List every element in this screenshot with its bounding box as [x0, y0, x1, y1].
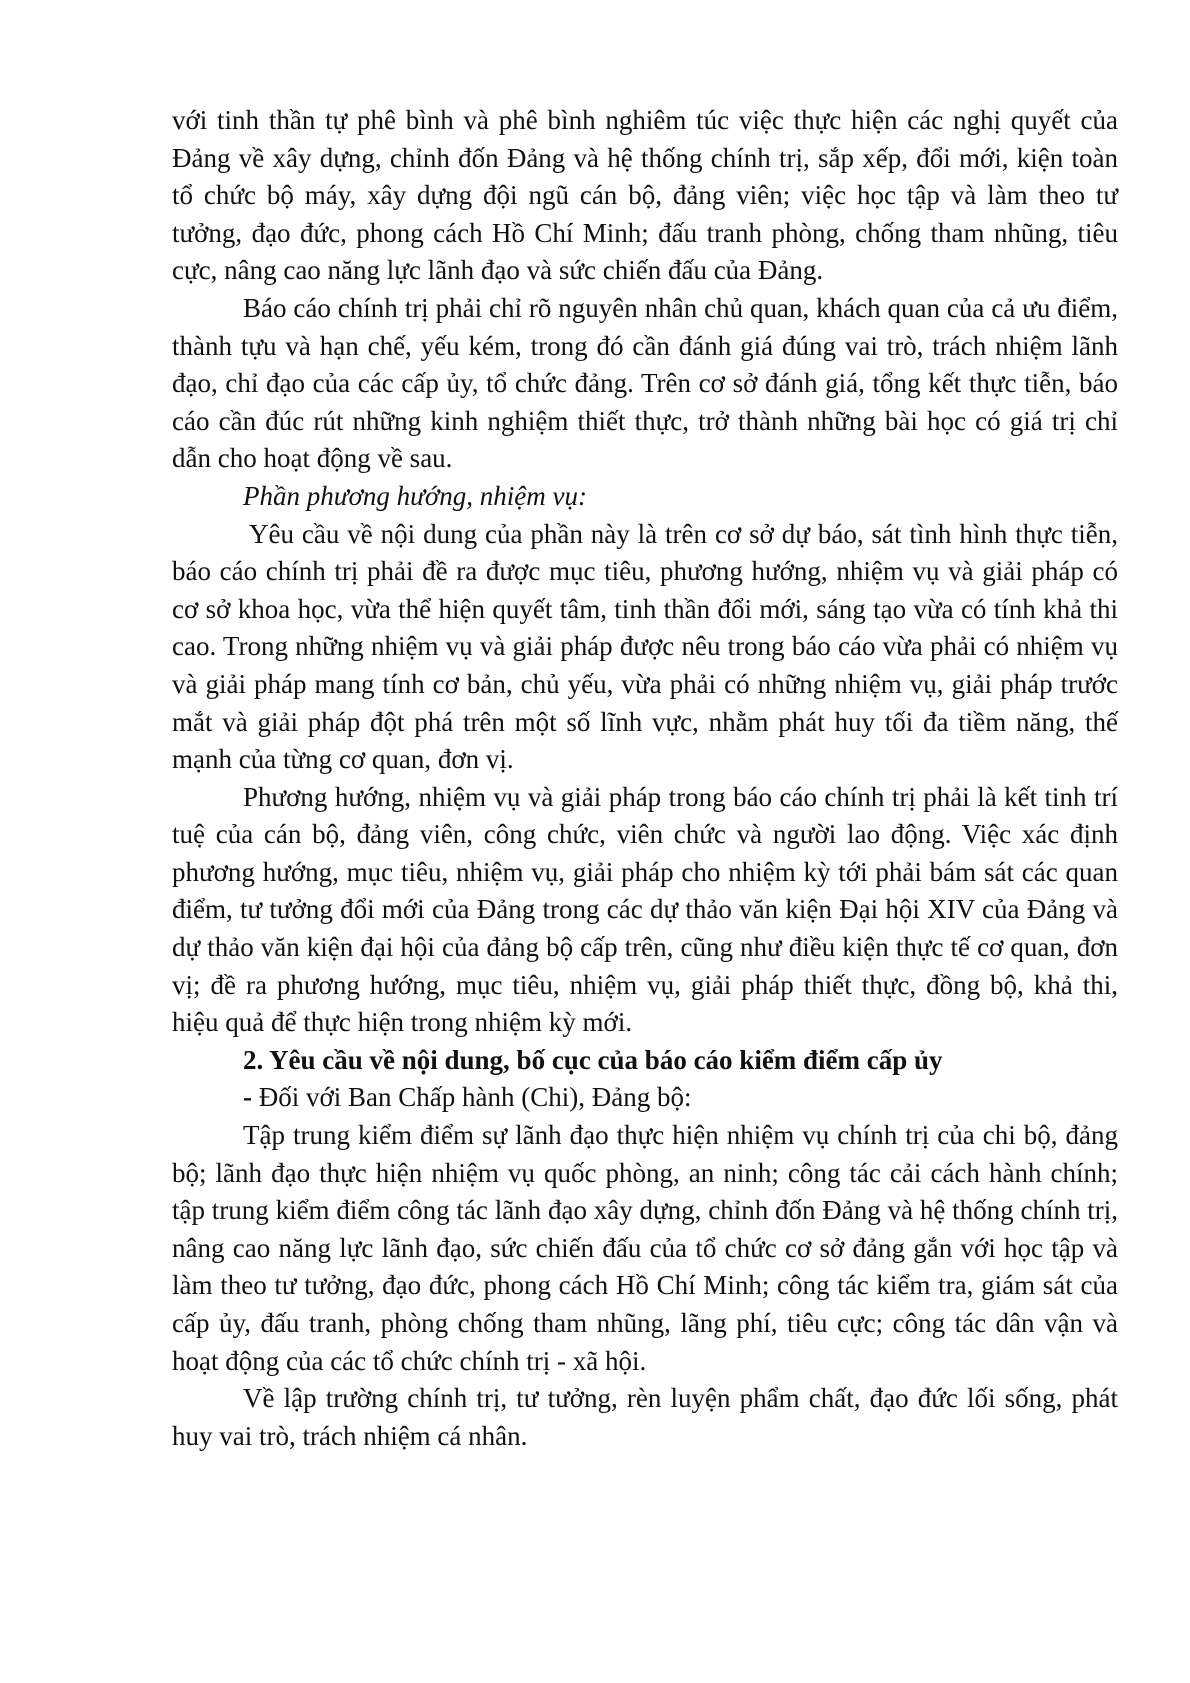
- section-heading-review-report: 2. Yêu cầu về nội dung, bố cục của báo cáo kiểm điểm cấp ủy: [243, 1044, 943, 1075]
- list-item-executive-committee: [172, 1079, 1118, 1117]
- paragraph-political-report-causes: Báo cáo chính trị phải chỉ rõ nguyên nhân chủ quan, khách quan của cả ưu điểm, thành tựu và hạn chế, yếu kém, trong đó cần đánh giá đúng vai trò, trách nhiệm lãnh đạo, chỉ đạo của các cấp ủy, tổ chức đảng. Trên cơ sở đánh giá, tổng kết thực tiễn, báo cáo cần đúc rút những kinh nghiệm thiết thực, trở thành những bài học có giá trị chỉ dẫn cho hoạt động về sau.: [172, 292, 1118, 474]
- list-item-label: Đối với Ban Chấp hành (Chi), Đảng bộ:: [252, 1082, 692, 1113]
- paragraph-continuation: với tinh thần tự phê bình và phê bình nghiêm túc việc thực hiện các nghị quyết của Đảng về xây dựng, chỉnh đốn Đảng và hệ thống chính trị, sắp xếp, đổi mới, kiện toàn tổ chức bộ máy, xây dựng đội ngũ cán bộ, đảng viên; việc học tập và làm theo tư tưởng, đạo đức, phong cách Hồ Chí Minh; đấu tranh phòng, chống tham nhũng, tiêu cực, nâng cao năng lực lãnh đạo và sức chiến đấu của Đảng.: [172, 105, 1118, 286]
- paragraph-directions-requirements: Yêu cầu về nội dung của phần này là trên cơ sở dự báo, sát tình hình thực tiễn, báo cáo chính trị phải đề ra được mục tiêu, phương hướng, nhiệm vụ và giải pháp có cơ sở khoa học, vừa thể hiện quyết tâm, tinh thần đổi mới, sáng tạo vừa có tính khả thi cao. Trong những nhiệm vụ và giải pháp được nêu trong báo cáo vừa phải có nhiệm vụ và giải pháp mang tính cơ bản, chủ yếu, vừa phải có những nhiệm vụ, giải pháp trước mắt và giải pháp đột phá trên một số lĩnh vực, nhằm phát huy tối đa tiềm năng, thế mạnh của từng cơ quan, đơn vị.: [172, 518, 1118, 775]
- paragraph-political-stance: Về lập trường chính trị, tư tưởng, rèn luyện phẩm chất, đạo đức lối sống, phát huy vai trò, trách nhiệm cá nhân.: [172, 1383, 1118, 1451]
- paragraph-review-focus: Tập trung kiểm điểm sự lãnh đạo thực hiện nhiệm vụ chính trị của chi bộ, đảng bộ; lãnh đạo thực hiện nhiệm vụ quốc phòng, an ninh; công tác cải cách hành chính; tập trung kiểm điểm công tác lãnh đạo xây dựng, chỉnh đốn Đảng và hệ thống chính trị, nâng cao năng lực lãnh đạo, sức chiến đấu của tổ chức cơ sở đảng gắn với học tập và làm theo tư tưởng, đạo đức, phong cách Hồ Chí Minh; công tác kiểm tra, giám sát của cấp ủy, đấu tranh, phòng chống tham nhũng, lãng phí, tiêu cực; công tác dân vận và hoạt động của các tổ chức chính trị - xã hội.: [172, 1120, 1118, 1376]
- document-page: [172, 102, 1118, 1455]
- paragraph-directions-wisdom: Phương hướng, nhiệm vụ và giải pháp trong báo cáo chính trị phải là kết tinh trí tuệ của cán bộ, đảng viên, công chức, viên chức và người lao động. Việc xác định phương hướng, mục tiêu, nhiệm vụ, giải pháp cho nhiệm kỳ tới phải bám sát các quan điểm, tư tưởng đổi mới của Đảng trong các dự thảo văn kiện Đại hội XIV của Đảng và dự thảo văn kiện đại hội của đảng bộ cấp trên, cũng như điều kiện thực tế cơ quan, đơn vị; đề ra phương hướng, mục tiêu, nhiệm vụ, giải pháp thiết thực, đồng bộ, khả thi, hiệu quả để thực hiện trong nhiệm kỳ mới.: [172, 781, 1118, 1038]
- dash-marker: -: [243, 1082, 252, 1113]
- section-heading-directions-tasks: Phần phương hướng, nhiệm vụ:: [243, 480, 587, 511]
